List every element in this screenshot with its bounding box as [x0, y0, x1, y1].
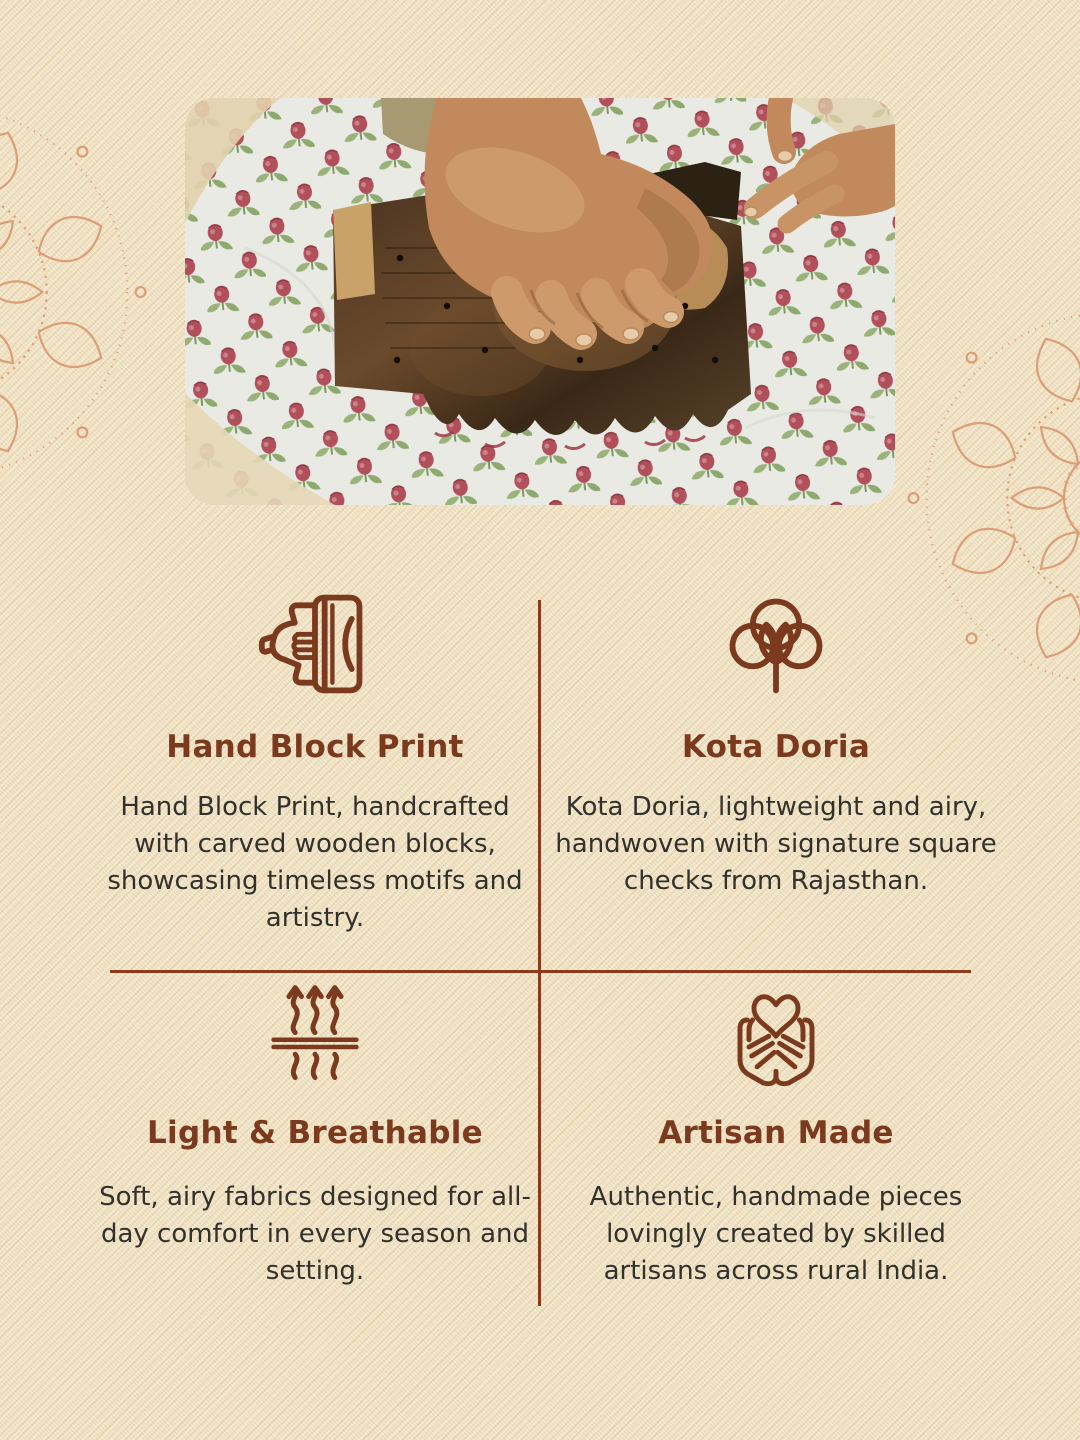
hands-heart-icon: [722, 984, 830, 1092]
feature-title: Light & Breathable: [147, 1115, 483, 1151]
hero-photo: [185, 98, 895, 505]
feature-title: Artisan Made: [658, 1115, 894, 1151]
mandala-ornament-left: [0, 52, 182, 532]
cotton-flower-icon: [718, 586, 834, 702]
breathable-fabric-icon: [261, 984, 369, 1092]
feature-hand-block-print: [90, 586, 540, 937]
block-printing-photo-illustration: [185, 98, 895, 505]
feature-title: Kota Doria: [681, 729, 871, 765]
feature-artisan-made: [551, 984, 1001, 1290]
feature-description: Kota Doria, lightweight and airy, handwoven with signature square checks from Rajasthan.: [555, 791, 997, 897]
horizontal-divider: [110, 970, 971, 973]
feature-description: Hand Block Print, handcrafted with carved wooden blocks, showcasing timeless motifs and artistry.: [107, 791, 523, 934]
feature-title: Hand Block Print: [166, 729, 464, 765]
feature-light-breathable: [90, 984, 540, 1290]
feature-description: Soft, airy fabrics designed for all-day comfort in every season and setting.: [99, 1181, 531, 1287]
stamp-hand-icon: [257, 586, 373, 702]
feature-description: Authentic, handmade pieces lovingly created by skilled artisans across rural India.: [589, 1181, 963, 1287]
feature-kota-doria: [551, 586, 1001, 900]
